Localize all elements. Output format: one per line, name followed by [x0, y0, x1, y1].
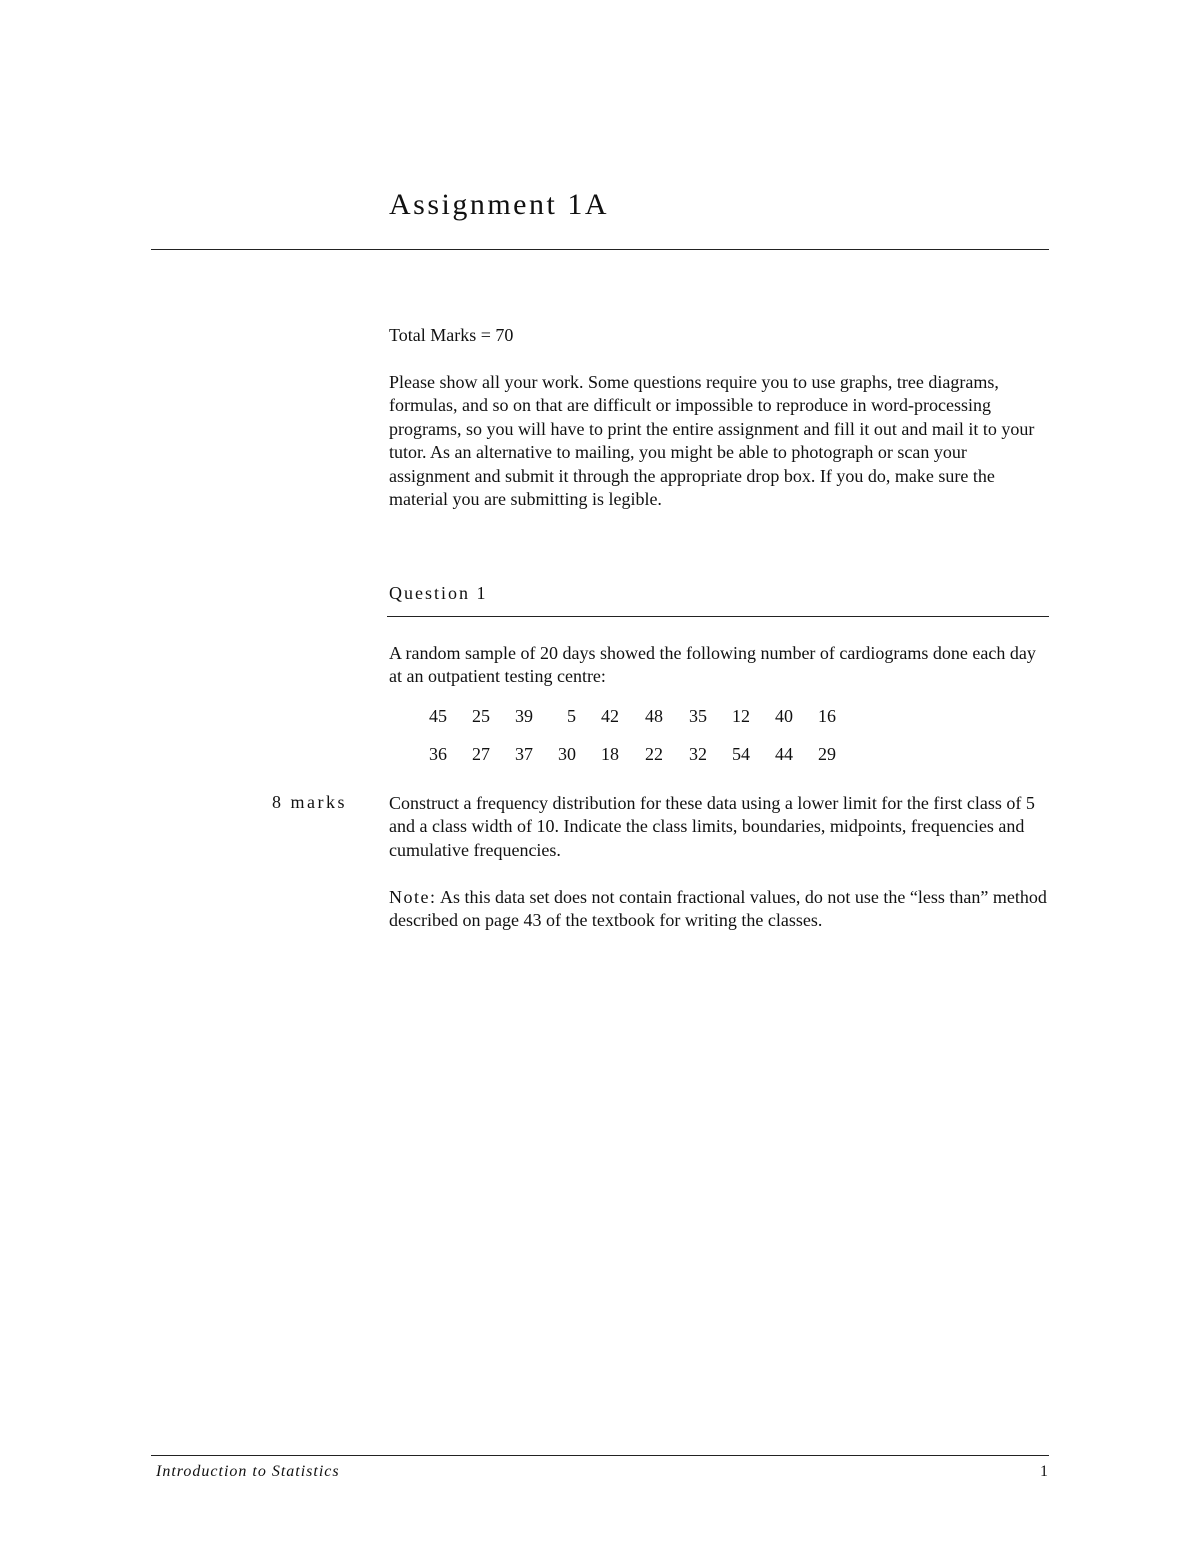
question-heading: Question 1: [389, 583, 488, 603]
data-value: 29: [818, 744, 836, 764]
data-value: 44: [775, 744, 793, 764]
data-value: 48: [645, 706, 663, 726]
footer-course-title: Introduction to Statistics: [156, 1463, 340, 1480]
title-divider: [151, 249, 1049, 250]
instructions-paragraph: Please show all your work. Some questions require you to use graphs, tree diagrams, formulas, and so on that are difficult or impossible to reproduce in word-processing programs, so you will have to print the entire assignment and fill it out and mail it to your tutor. As an alternative to mailing, you might be able to photograph or scan your assignment and submit it through the appropriate drop box. If you do, make sure the material you are submitting is legible.: [389, 372, 1035, 510]
data-value: 25: [472, 706, 490, 726]
data-value: 30: [558, 744, 576, 764]
marks-label: 8 marks: [272, 792, 347, 812]
page-number: 1: [1040, 1463, 1048, 1480]
question-divider: [387, 616, 1049, 617]
data-value: 18: [601, 744, 619, 764]
data-value: 39: [515, 706, 533, 726]
total-marks: Total Marks = 70: [389, 325, 514, 345]
data-value: 54: [732, 744, 750, 764]
note-label: Note:: [389, 887, 437, 907]
data-value: 37: [515, 744, 533, 764]
note-text: As this data set does not contain fractional values, do not use the “less than” method described on page 43 of the textbook for writing the classes.: [389, 887, 1047, 931]
data-value: 36: [429, 744, 447, 764]
note-paragraph: [389, 886, 1049, 933]
data-value: 40: [775, 706, 793, 726]
data-value: 42: [601, 706, 619, 726]
data-value: 45: [429, 706, 447, 726]
data-value: 12: [732, 706, 750, 726]
data-value: 22: [645, 744, 663, 764]
data-value: 32: [689, 744, 707, 764]
data-value: 5: [567, 706, 576, 726]
footer-divider: [151, 1455, 1049, 1456]
data-value: 27: [472, 744, 490, 764]
data-value: 35: [689, 706, 707, 726]
question-task: Construct a frequency distribution for these data using a lower limit for the first class of 5 and a class width of 10. Indicate the class limits, boundaries, midpoints, frequencies and cumulative frequencies.: [389, 793, 1035, 860]
data-value: 16: [818, 706, 836, 726]
page-title: Assignment 1A: [389, 188, 609, 221]
question-text: A random sample of 20 days showed the following number of cardiograms done each day at an outpatient testing centre:: [389, 643, 1036, 687]
